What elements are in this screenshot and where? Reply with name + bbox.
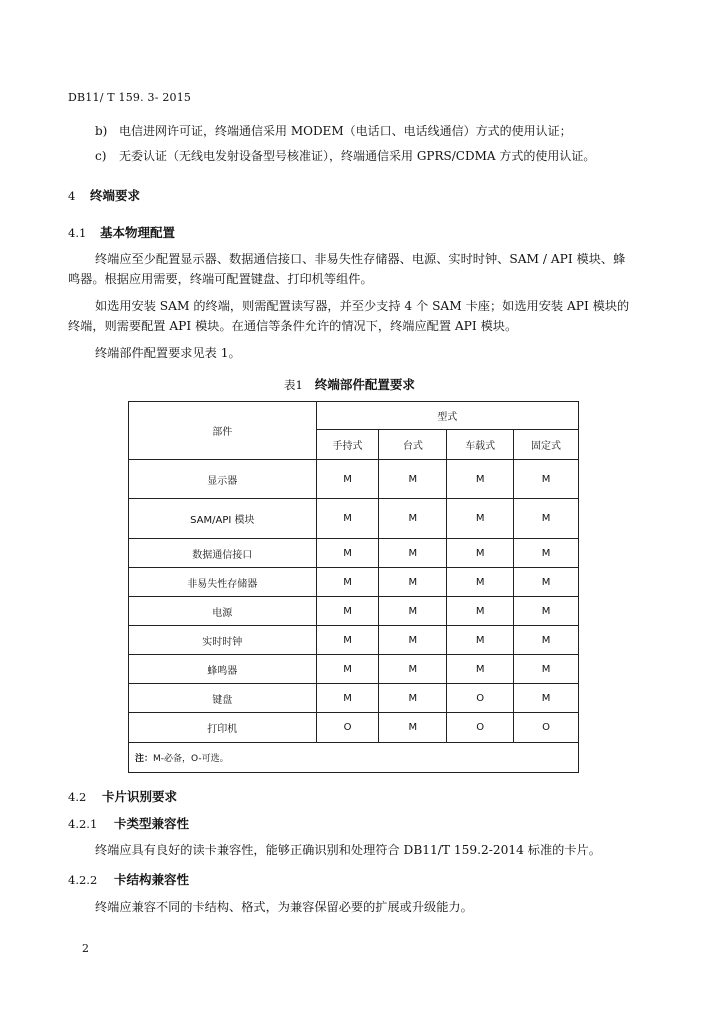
row-name: 显示器 xyxy=(129,460,317,499)
row-name: 打印机 xyxy=(129,713,317,743)
table-cell: M xyxy=(447,626,514,655)
table-cell: M xyxy=(514,684,579,713)
paragraph-line: 终端，则需要配置 API 模块。在通信等条件允许的情况下，终端应配置 API 模块。 xyxy=(68,319,518,333)
table-cell: M xyxy=(514,597,579,626)
list-item-b xyxy=(95,122,572,139)
table-cell: M xyxy=(447,539,514,568)
table-cell: M xyxy=(379,684,447,713)
paragraph-1 xyxy=(68,249,648,289)
table-cell: M xyxy=(447,568,514,597)
table-cell: M xyxy=(316,568,379,597)
table-cell: M xyxy=(316,539,379,568)
row-name: 数据通信接口 xyxy=(129,539,317,568)
table-row xyxy=(129,568,579,597)
table-cell: M xyxy=(316,655,379,684)
paragraph-4-2-2: 终端应兼容不同的卡结构、格式，为兼容保留必要的扩展或升级能力。 xyxy=(95,900,473,914)
table-row xyxy=(129,626,579,655)
header-part: 部件 xyxy=(129,402,317,460)
table-row xyxy=(129,597,579,626)
table-cell: O xyxy=(447,684,514,713)
note-text: M-必备，O-可选。 xyxy=(153,754,229,764)
table-cell: M xyxy=(316,684,379,713)
table-note xyxy=(129,743,579,773)
table-cell: M xyxy=(514,655,579,684)
list-text: 电信进网许可证，终端通信采用 MODEM（电话口、电话线通信）方式的使用认证； xyxy=(119,124,572,138)
table-cell: M xyxy=(316,460,379,499)
page-number: 2 xyxy=(82,942,89,955)
section-number: 4.2.2 xyxy=(68,873,98,887)
document-header: DB11/ T 159. 3- 2015 xyxy=(68,91,192,104)
row-name: 蜂鸣器 xyxy=(129,655,317,684)
table-cell: M xyxy=(379,539,447,568)
row-name: 键盘 xyxy=(129,684,317,713)
table-note-row xyxy=(129,743,579,773)
table-cell: M xyxy=(447,655,514,684)
paragraph-line: 如选用安装 SAM 的终端，则需配置读写器，并至少支持 4 个 SAM 卡座；如选用安装 API 模块的 xyxy=(95,299,630,313)
table-row xyxy=(129,655,579,684)
header-type: 型式 xyxy=(316,402,578,430)
table-caption xyxy=(284,375,415,393)
table-cell: M xyxy=(316,597,379,626)
list-item-c xyxy=(95,147,595,164)
table-cell: M xyxy=(447,460,514,499)
table-cell: M xyxy=(514,568,579,597)
section-heading-4-2-2 xyxy=(68,870,189,888)
table-cell: M xyxy=(379,655,447,684)
section-title: 卡结构兼容性 xyxy=(114,872,190,887)
list-text: 无委认证（无线电发射设备型号核准证），终端通信采用 GPRS/CDMA 方式的使用认证。 xyxy=(119,149,596,163)
section-heading-4-1 xyxy=(68,223,175,241)
table-row xyxy=(129,713,579,743)
table-cell: M xyxy=(447,597,514,626)
table-cell: O xyxy=(514,713,579,743)
section-title: 终端要求 xyxy=(90,188,141,203)
table-cell: M xyxy=(447,499,514,539)
row-name: 电源 xyxy=(129,597,317,626)
row-name: 非易失性存储器 xyxy=(129,568,317,597)
column-header: 车载式 xyxy=(447,430,514,460)
column-header: 固定式 xyxy=(514,430,579,460)
row-name: 实时时钟 xyxy=(129,626,317,655)
paragraph-line: 鸣器。根据应用需要，终端可配置键盘、打印机等组件。 xyxy=(68,272,373,286)
components-table xyxy=(128,401,579,773)
table-cell: M xyxy=(379,568,447,597)
section-heading-4-2 xyxy=(68,787,177,805)
table-row xyxy=(129,684,579,713)
table-cell: M xyxy=(514,539,579,568)
note-label: 注： xyxy=(135,754,154,764)
paragraph-line: 终端应至少配置显示器、数据通信接口、非易失性存储器、电源、实时时钟、SAM / API 模块、蜂 xyxy=(95,252,626,266)
table-cell: M xyxy=(379,460,447,499)
section-number: 4.2 xyxy=(68,790,87,804)
table-cell: M xyxy=(514,626,579,655)
column-header: 手持式 xyxy=(316,430,379,460)
table-row xyxy=(129,539,579,568)
column-header: 台式 xyxy=(379,430,447,460)
section-number: 4 xyxy=(68,189,76,203)
table-cell: M xyxy=(514,460,579,499)
section-title: 卡片识别要求 xyxy=(102,789,178,804)
row-name: SAM/API 模块 xyxy=(129,499,317,539)
paragraph-3: 终端部件配置要求见表 1。 xyxy=(95,346,241,360)
section-title: 卡类型兼容性 xyxy=(114,816,190,831)
table-cell: M xyxy=(379,597,447,626)
table-cell: M xyxy=(379,499,447,539)
list-marker: b) xyxy=(95,124,108,138)
section-heading-4-2-1 xyxy=(68,814,189,832)
table-cell: M xyxy=(379,713,447,743)
paragraph-4-2-1: 终端应具有良好的读卡兼容性，能够正确识别和处理符合 DB11/T 159.2-2014 标准的卡片。 xyxy=(95,843,601,857)
table-cell: M xyxy=(379,626,447,655)
list-marker: c) xyxy=(95,149,107,163)
table-row xyxy=(129,499,579,539)
table-cell: M xyxy=(316,499,379,539)
table-number: 表1 xyxy=(284,378,303,392)
table-cell: M xyxy=(514,499,579,539)
section-number: 4.1 xyxy=(68,226,87,240)
paragraph-2 xyxy=(68,296,648,336)
table-cell: O xyxy=(316,713,379,743)
table-title: 终端部件配置要求 xyxy=(314,377,415,392)
section-title: 基本物理配置 xyxy=(100,225,176,240)
section-number: 4.2.1 xyxy=(68,817,98,831)
table-cell: O xyxy=(447,713,514,743)
table-row xyxy=(129,460,579,499)
section-heading-4 xyxy=(68,186,140,204)
table-cell: M xyxy=(316,626,379,655)
